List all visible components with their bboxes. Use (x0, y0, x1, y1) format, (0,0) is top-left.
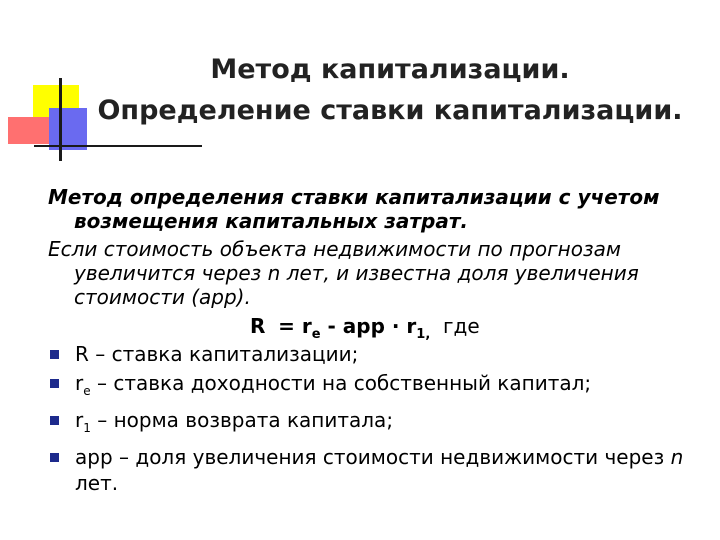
list-item-symbol: r (75, 371, 84, 395)
method-heading (48, 185, 708, 233)
formula-minus: - app · r (320, 314, 417, 338)
list-item (48, 340, 713, 369)
list-item (48, 406, 713, 443)
list-item (48, 443, 713, 494)
bullet-square-icon (50, 453, 59, 462)
formula-lhs: R (250, 314, 266, 338)
list-item-subscript: 1 (83, 421, 91, 435)
list-item-tail: лет. (75, 471, 119, 495)
list-item (48, 369, 713, 406)
list-item-text: – доля увеличения стоимости недвижимости через (112, 445, 671, 469)
formula-sub-1: 1 (416, 327, 426, 342)
definitions-list (48, 340, 713, 494)
decor-horizontal-line (34, 145, 202, 147)
formula-comma: , (425, 327, 431, 342)
list-item-symbol: app (75, 445, 113, 469)
list-item-symbol: R (75, 342, 89, 366)
list-item-text: – ставка капитализации; (88, 342, 359, 366)
formula-where: где (443, 314, 480, 338)
bullet-square-icon (50, 379, 59, 388)
method-heading-line-1: Метод определения ставки капитализации с учетом (48, 185, 660, 209)
condition-paragraph (48, 237, 708, 309)
list-item-text: – норма возврата капитала; (90, 408, 394, 432)
slide-title-line-1: Метод капитализации. (210, 54, 570, 85)
formula-sub-e: e (311, 327, 321, 342)
condition-line-3: стоимости (app). (74, 285, 251, 309)
bullet-square-icon (50, 350, 59, 359)
condition-line-1: Если стоимость объекта недвижимости по прогнозам (48, 237, 621, 261)
list-item-italic: n (670, 445, 684, 469)
method-heading-line-2: возмещения капитальных затрат. (74, 209, 469, 233)
list-item-symbol: r (75, 408, 84, 432)
formula-eq: = r (278, 314, 312, 338)
slide-title-line-2: Определение ставки капитализации. (97, 95, 683, 126)
list-item-subscript: e (83, 384, 91, 398)
list-item-text: – ставка доходности на собственный капитал; (90, 371, 592, 395)
bullet-square-icon (50, 416, 59, 425)
condition-line-2: увеличится через n лет, и известна доля увеличения (74, 261, 639, 285)
